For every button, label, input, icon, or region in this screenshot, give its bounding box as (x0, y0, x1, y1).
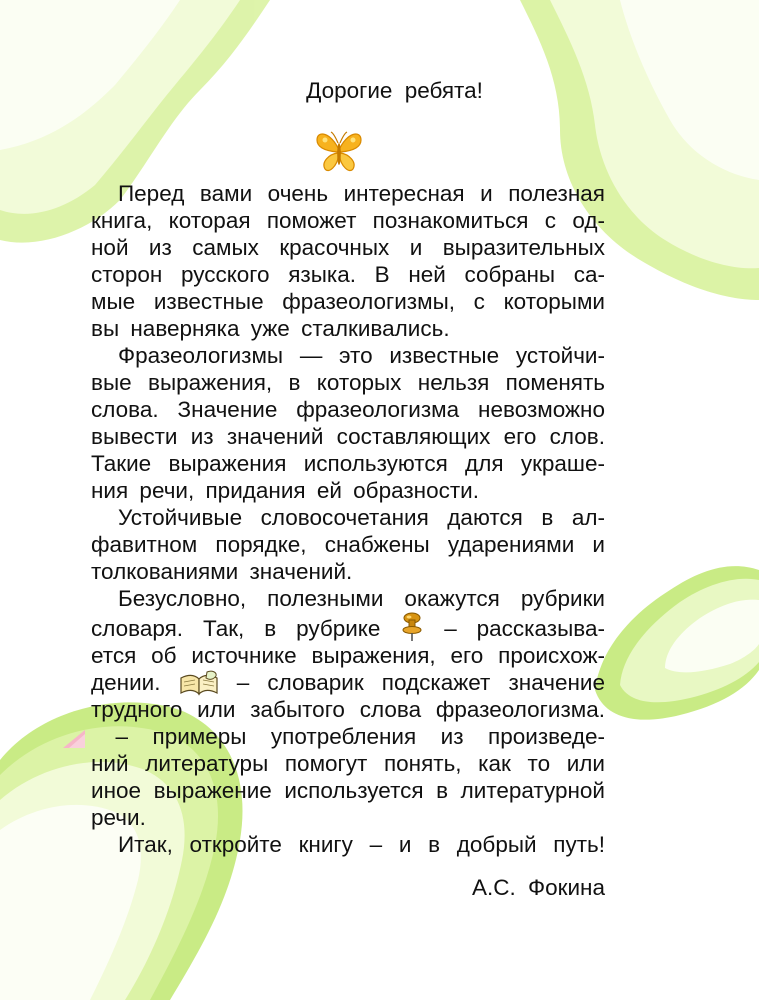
text-line (91, 612, 605, 642)
text-fragment: – рассказыва- (444, 616, 605, 641)
text-line: Перед вами очень интересная и полезная (118, 181, 605, 206)
text-line: речи. (91, 805, 146, 830)
text-line: вывести из значений составляющих его слов. (91, 424, 605, 449)
author-signature: А.С. Фокина (472, 875, 605, 900)
text-line: книга, которая поможет познакомиться с од- (91, 208, 605, 233)
page-corner-icon (61, 728, 87, 750)
text-line: мые известные фразеологизмы, с которыми (91, 289, 605, 314)
text-line: ной из самых красочных и выразительных (91, 235, 605, 260)
text-line: ния речи, придания ей образности. (91, 478, 479, 503)
text-fragment: – примеры употребления из произведе- (115, 724, 605, 749)
text-line: толкованиями значений. (91, 559, 353, 584)
text-line: Безусловно, полезными окажутся рубрики (118, 586, 605, 611)
text-line: сторон русского языка. В ней собраны са- (91, 262, 605, 287)
text-fragment: словаря. Так, в рубрике (91, 616, 381, 641)
text-line: фавитном порядке, снабжены ударениями и (91, 532, 605, 557)
text-line: Фразеологизмы — это известные устойчи- (118, 343, 605, 368)
page-title: Дорогие ребята! (306, 78, 483, 103)
text-line: ний литературы помогут понять, как то или (91, 751, 605, 776)
text-line: трудного или забытого слова фразеологизма. (91, 697, 605, 722)
text-line: вы наверняка уже сталкивались. (91, 316, 450, 341)
text-line (91, 669, 605, 696)
body-text (91, 180, 605, 858)
text-fragment: – словарик подскажет значение (236, 670, 605, 695)
paragraph-rubrics (91, 585, 605, 831)
text-line: Итак, откройте книгу – и в добрый путь! (118, 832, 605, 857)
text-fragment: дении. (91, 670, 161, 695)
paragraph-closing (91, 831, 605, 858)
paragraph-phraseologisms (91, 342, 605, 504)
butterfly-icon (313, 124, 365, 176)
paragraph-order (91, 504, 605, 585)
text-line: иное выражение используется в литературной (91, 778, 605, 803)
open-book-icon (179, 670, 219, 696)
paragraph-intro (91, 180, 605, 342)
text-line: слова. Значение фразеологизма невозможно (91, 397, 605, 422)
text-line (91, 723, 605, 750)
text-line: Устойчивые словосочетания даются в ал- (118, 505, 605, 530)
text-line: Такие выражения используются для украше- (91, 451, 605, 476)
text-line: ется об источнике выражения, его происхож- (91, 643, 605, 668)
pushpin-icon (400, 612, 424, 642)
text-line: вые выражения, в которых нельзя поменять (91, 370, 605, 395)
